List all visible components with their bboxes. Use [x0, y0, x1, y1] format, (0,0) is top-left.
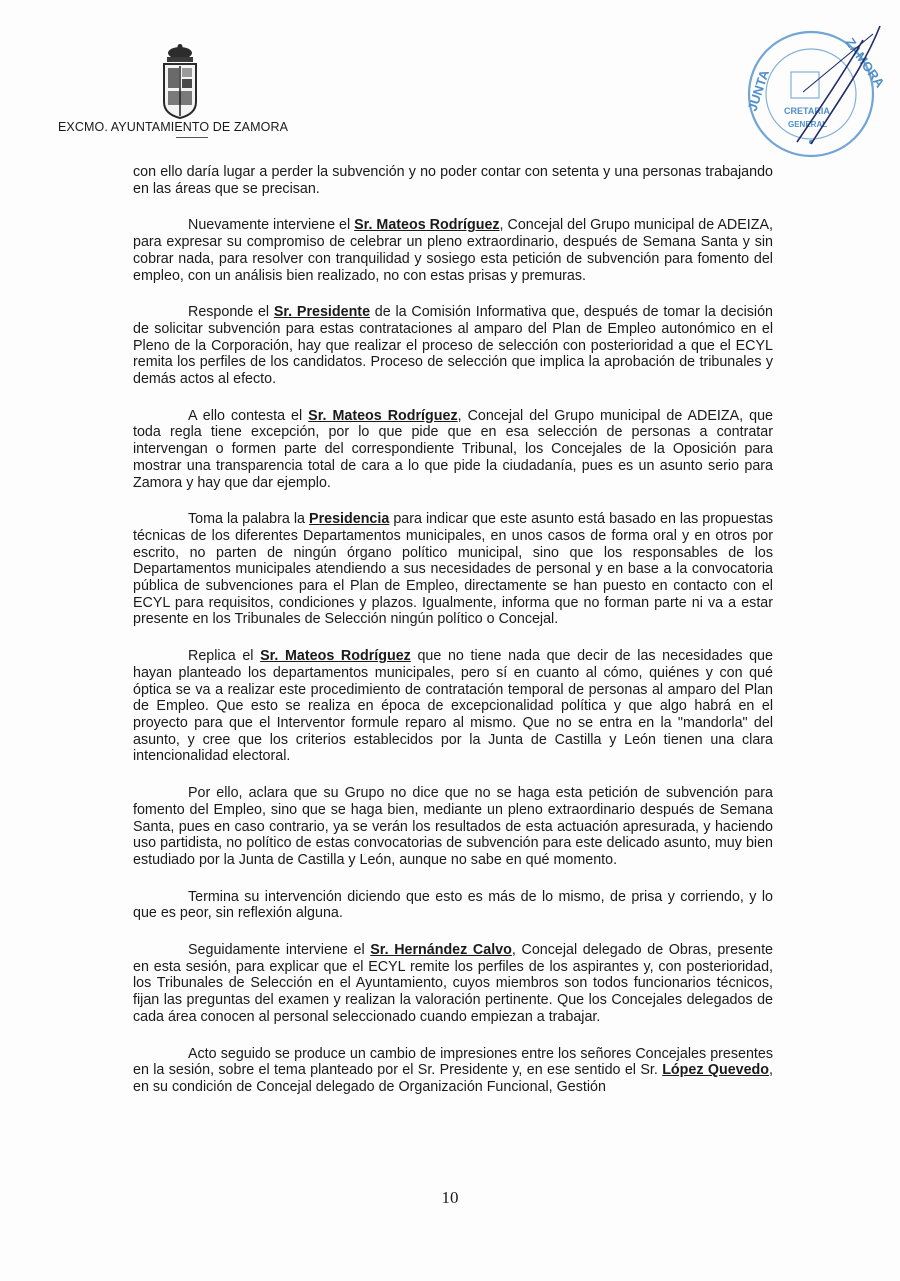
- paragraph-text: , Concejal del Grupo municipal de ADEIZA, que toda regla tiene excepción, por lo que pide que en esa selección de personas a contratar intervengan o formen parte del correspondiente Tribunal, los Concejales de la Oposición para mostrar una transparencia total de cara a lo que pide la ciudadanía, pues es un asunto serio para Zamora y hay que dar ejemplo.: [133, 407, 773, 491]
- paragraph-text: A ello contesta el: [188, 407, 309, 424]
- stamp-center-line2: GENERAL: [788, 120, 828, 129]
- paragraph-text: , en su condición de Concejal delegado de Organización Funcional, Gestión: [133, 1062, 773, 1095]
- paragraph: [133, 942, 773, 1026]
- speaker-name: Sr. Mateos Rodríguez: [308, 407, 458, 424]
- letterhead-divider: [176, 137, 208, 138]
- coat-of-arms-logo: [155, 44, 205, 120]
- paragraph-text: que no tiene nada que decir de las necesidades que hayan planteado los departamentos municipales, pero sí en cuanto al cómo, quiénes y con qué óptica se va a realizar este procedimiento de contratación temporal de personas al amparo del Plan de Empleo. Que esto se realiza en época de excepcionalidad política y que algo habrá en el proyecto para que el Interventor formule reparo al mismo. Que no se entra en la "mandorla" del asunto, y cree que los criterios establecidos por la Junta de Castilla y León tienen una clara intencionalidad electoral.: [133, 648, 773, 765]
- paragraph-text: Acto seguido se produce un cambio de impresiones entre los señores Concejales presentes en la sesión, sobre el tema planteado por el Sr. Presidente y, en ese sentido el Sr.: [133, 1045, 773, 1079]
- paragraph-text: Replica el: [188, 648, 261, 665]
- paragraph: [133, 164, 773, 197]
- speaker-name: Presidencia: [309, 511, 390, 528]
- document-body: [133, 164, 773, 1116]
- stamp-center-line1: CRETARIA: [784, 106, 830, 116]
- paragraph-text: Por ello, aclara que su Grupo no dice que no se haga esta petición de subvención para fomento del Empleo, sino que se haga bien, mediante un pleno extraordinario después de Semana Santa, pues en caso contrario, ya se verán los resultados de esta actuación apresurada, y haciendo uso partidista, no político de estas convocatorias de subvención para este delicado asunto, muy bien estudiado por la Junta de Castilla y León, aunque no sabe en qué momento.: [133, 785, 773, 868]
- stamp-ring-left: JUNTA: [744, 67, 772, 113]
- page-number: 10: [441, 1188, 459, 1207]
- paragraph-text: , Concejal del Grupo municipal de ADEIZA, para expresar su compromiso de celebrar un pleno extraordinario, después de Semana Santa y sin cobrar nada, para resolver con tranquilidad y sosiego esta petición de subvención para fomento del empleo, con un análisis bien realizado, no con estas prisas y premuras.: [133, 217, 773, 284]
- paragraph: [133, 304, 773, 388]
- letterhead: [58, 40, 318, 140]
- speaker-name: Sr. Hernández Calvo: [370, 942, 512, 959]
- official-seal-stamp: [733, 24, 888, 156]
- speaker-name: Sr. Mateos Rodríguez: [354, 217, 500, 234]
- paragraph-text: Toma la palabra la: [188, 511, 310, 528]
- paragraph: [133, 1046, 773, 1096]
- speaker-name: Sr. Presidente: [273, 304, 371, 321]
- organization-name: EXCMO. AYUNTAMIENTO DE ZAMORA: [58, 120, 289, 134]
- paragraph-text: Responde el: [188, 304, 274, 321]
- paragraph: [133, 217, 773, 284]
- paragraph: [133, 785, 773, 869]
- paragraph: [133, 408, 773, 492]
- paragraph-text: de la Comisión Informativa que, después de tomar la decisión de solicitar subvención para estas contrataciones al amparo del Plan de Empleo autonómico en el Pleno de la Corporación, hay que realizar el proceso de selección con posterioridad a que el ECYL remita los perfiles de los candidatos. Proceso de selección que implica la aprobación de tribunales y demás actos al efecto.: [133, 304, 774, 388]
- paragraph-text: , Concejal delegado de Obras, presente en esta sesión, para explicar que el ECYL remite los perfiles de los aspirantes y, con posterioridad, los Tribunales de Selección en el Ayuntamiento, cuyos miembros son todos funcionarios técnicos, fijan las preguntas del examen y realizan la valoración pertinente. Que los Concejales delegados de cada área conocen al personal seleccionado cuando empiezan a trabajar.: [133, 942, 773, 1025]
- stamp-ring-right: ZAMORA: [842, 35, 888, 91]
- paragraph-text: con ello daría lugar a perder la subvención y no poder contar con setenta y una personas trabajando en las áreas que se precisan.: [133, 164, 773, 197]
- paragraph: [133, 511, 773, 628]
- paragraph-text: Termina su intervención diciendo que esto es más de lo mismo, de prisa y corriendo, y lo que es peor, sin reflexión alguna.: [133, 888, 773, 922]
- paragraph-text: Nuevamente interviene el: [188, 217, 355, 234]
- speaker-name: Sr. Mateos Rodríguez: [260, 648, 411, 665]
- paragraph-text: para indicar que este asunto está basado en las propuestas técnicas de los diferentes Departamentos municipales, en unos casos de forma oral y en otros por escrito, no parten de ningún órgano político municipal, sino que los responsables de los Departamentos municipales atendiendo a sus necesidades de personal y en base a la convocatoria pública de subvenciones para el Plan de Empleo, directamente se han puesto en contacto con el ECYL para requisitos, condiciones y plazos. Igualmente, informa que no forman parte ni va a estar presente en los Tribunales de Selección ningún político o Concejal.: [133, 511, 773, 628]
- paragraph: [133, 648, 773, 765]
- paragraph-text: Seguidamente interviene el: [188, 942, 371, 959]
- speaker-name: López Quevedo: [662, 1062, 770, 1079]
- paragraph: [133, 889, 773, 922]
